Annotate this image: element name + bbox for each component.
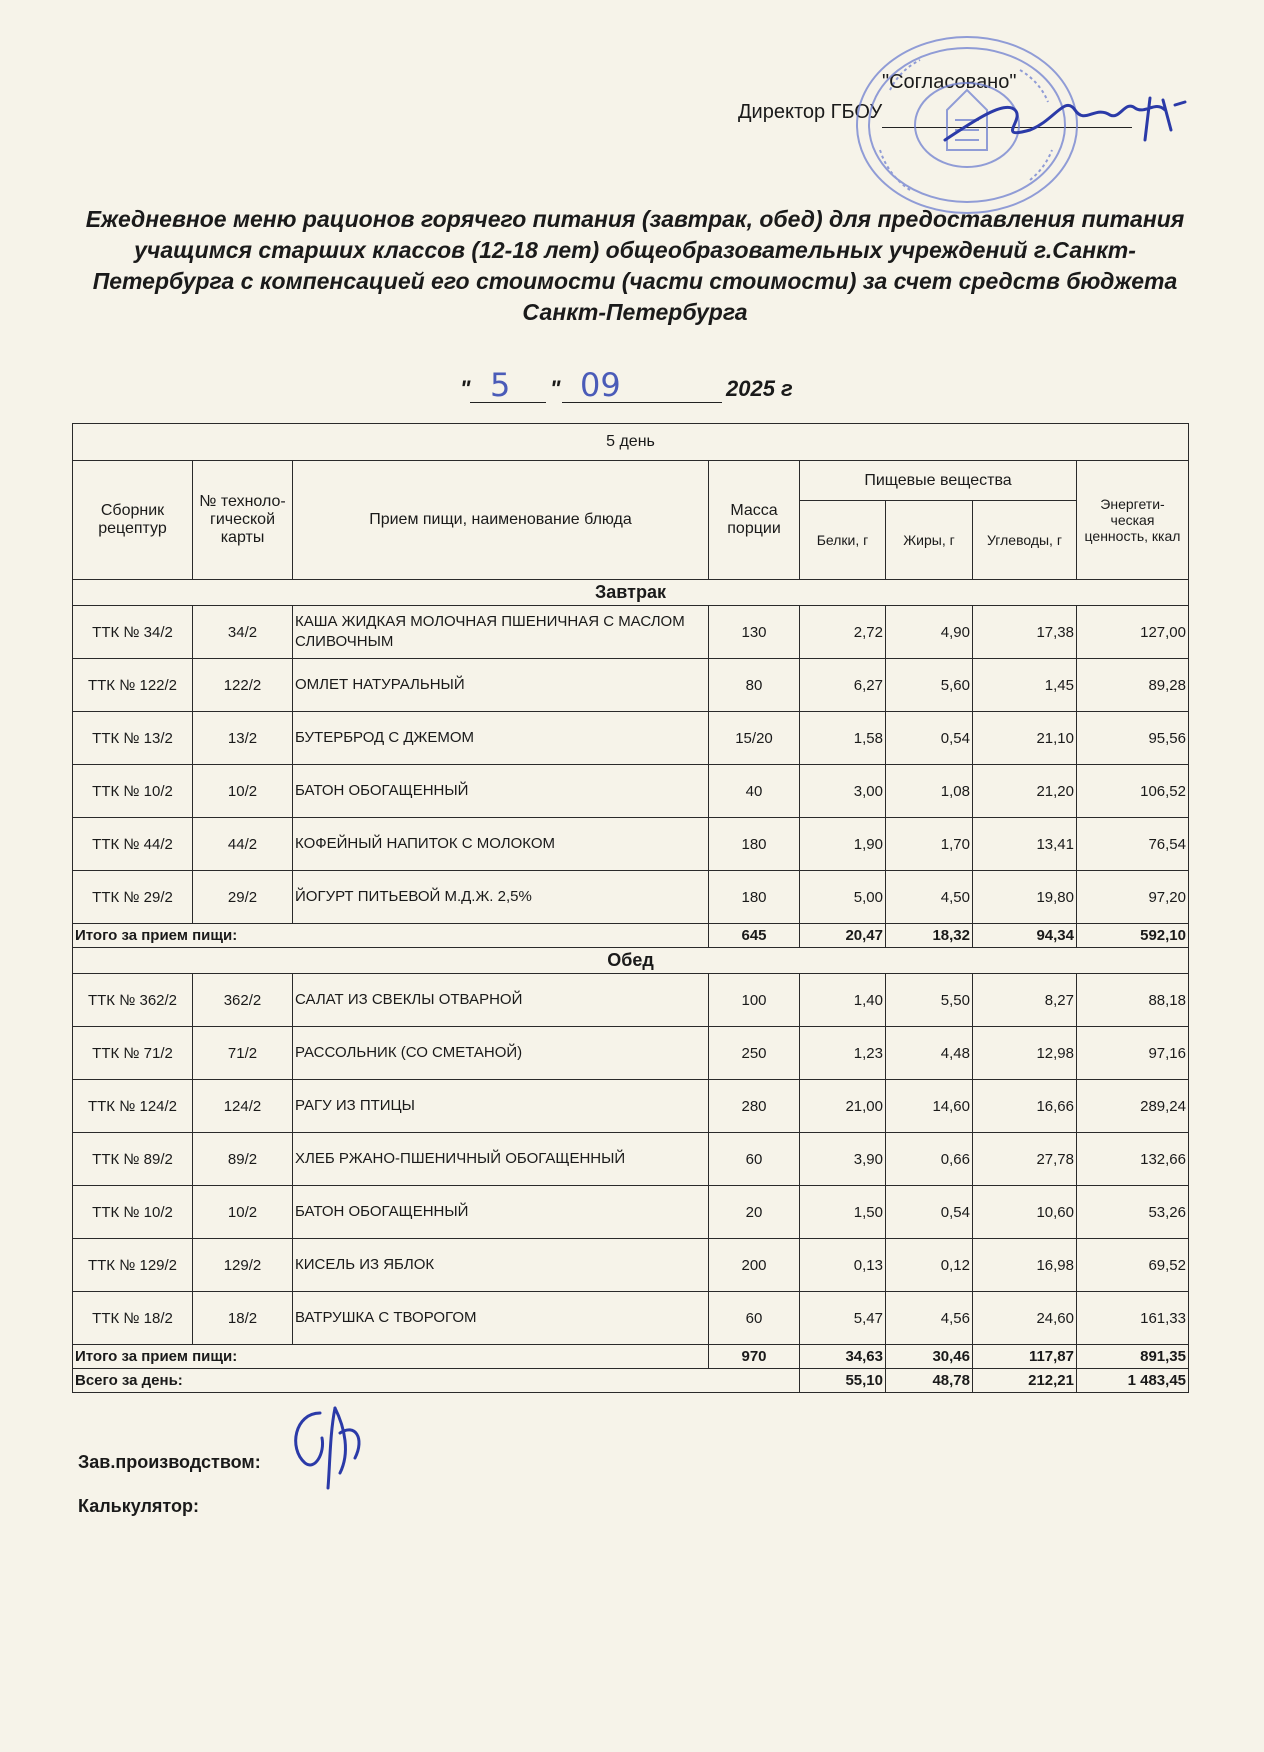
cell-mass: 180 <box>709 818 800 871</box>
cell-kcal: 106,52 <box>1077 765 1189 818</box>
cell-kcal: 97,16 <box>1077 1027 1189 1080</box>
lunch-total-row <box>73 1345 1189 1369</box>
cell-carbs: 16,66 <box>973 1080 1077 1133</box>
cell-card: 44/2 <box>193 818 293 871</box>
cell-card: 71/2 <box>193 1027 293 1080</box>
cell-collection: ТТК № 13/2 <box>73 712 193 765</box>
date-quote-close: " <box>550 376 561 401</box>
cell-dish: БАТОН ОБОГАЩЕННЫЙ <box>293 1186 709 1239</box>
date-year: 2025 г <box>726 376 793 401</box>
cell-collection: ТТК № 18/2 <box>73 1292 193 1345</box>
cell-mass: 60 <box>709 1292 800 1345</box>
footer-calculator-label: Калькулятор: <box>78 1496 199 1516</box>
breakfast-total-fat: 18,32 <box>886 924 973 948</box>
cell-kcal: 97,20 <box>1077 871 1189 924</box>
section-breakfast-title: Завтрак <box>73 580 1189 606</box>
cell-collection: ТТК № 29/2 <box>73 871 193 924</box>
cell-kcal: 69,52 <box>1077 1239 1189 1292</box>
breakfast-total-label: Итого за прием пищи: <box>73 924 709 948</box>
table-row <box>73 765 1189 818</box>
cell-carbs: 8,27 <box>973 974 1077 1027</box>
cell-protein: 21,00 <box>800 1080 886 1133</box>
cell-mass: 40 <box>709 765 800 818</box>
cell-kcal: 76,54 <box>1077 818 1189 871</box>
cell-dish: КАША ЖИДКАЯ МОЛОЧНАЯ ПШЕНИЧНАЯ С МАСЛОМ СЛИВОЧНЫМ <box>293 606 709 659</box>
cell-fat: 0,66 <box>886 1133 973 1186</box>
cell-card: 129/2 <box>193 1239 293 1292</box>
header-protein: Белки, г <box>800 501 886 580</box>
day-total-label: Всего за день: <box>73 1369 800 1393</box>
header-nutrients: Пищевые вещества <box>800 461 1077 501</box>
day-total-carbs: 212,21 <box>973 1369 1077 1393</box>
approval-director-label: Директор ГБОУ <box>738 101 883 123</box>
cell-carbs: 24,60 <box>973 1292 1077 1345</box>
cell-protein: 1,40 <box>800 974 886 1027</box>
cell-protein: 2,72 <box>800 606 886 659</box>
cell-kcal: 89,28 <box>1077 659 1189 712</box>
lunch-total-label: Итого за прием пищи: <box>73 1345 709 1369</box>
cell-card: 10/2 <box>193 1186 293 1239</box>
cell-dish: РАГУ ИЗ ПТИЦЫ <box>293 1080 709 1133</box>
cell-fat: 4,56 <box>886 1292 973 1345</box>
table-row <box>73 1027 1189 1080</box>
cell-mass: 80 <box>709 659 800 712</box>
cell-fat: 5,50 <box>886 974 973 1027</box>
cell-carbs: 21,20 <box>973 765 1077 818</box>
table-row <box>73 659 1189 712</box>
breakfast-total-mass: 645 <box>709 924 800 948</box>
cell-protein: 1,90 <box>800 818 886 871</box>
date-day-handwritten: 5 <box>490 366 511 404</box>
cell-carbs: 19,80 <box>973 871 1077 924</box>
cell-kcal: 161,33 <box>1077 1292 1189 1345</box>
production-signature-icon <box>280 1393 390 1493</box>
cell-dish: БАТОН ОБОГАЩЕННЫЙ <box>293 765 709 818</box>
table-body <box>73 580 1189 1393</box>
cell-kcal: 88,18 <box>1077 974 1189 1027</box>
cell-kcal: 53,26 <box>1077 1186 1189 1239</box>
breakfast-total-carbs: 94,34 <box>973 924 1077 948</box>
cell-card: 89/2 <box>193 1133 293 1186</box>
breakfast-total-protein: 20,47 <box>800 924 886 948</box>
day-total-protein: 55,10 <box>800 1369 886 1393</box>
day-total-fat: 48,78 <box>886 1369 973 1393</box>
cell-carbs: 13,41 <box>973 818 1077 871</box>
date-month-handwritten: 09 <box>580 366 621 404</box>
cell-collection: ТТК № 44/2 <box>73 818 193 871</box>
cell-card: 362/2 <box>193 974 293 1027</box>
cell-mass: 100 <box>709 974 800 1027</box>
day-total-row <box>73 1369 1189 1393</box>
cell-kcal: 95,56 <box>1077 712 1189 765</box>
lunch-total-mass: 970 <box>709 1345 800 1369</box>
cell-carbs: 10,60 <box>973 1186 1077 1239</box>
cell-card: 18/2 <box>193 1292 293 1345</box>
header-card: № техноло-гической карты <box>193 461 293 580</box>
lunch-total-kcal: 891,35 <box>1077 1345 1189 1369</box>
cell-protein: 3,00 <box>800 765 886 818</box>
cell-collection: ТТК № 10/2 <box>73 765 193 818</box>
cell-collection: ТТК № 34/2 <box>73 606 193 659</box>
cell-card: 13/2 <box>193 712 293 765</box>
footer-signatures <box>78 1440 261 1528</box>
table-header-row <box>73 461 1189 501</box>
cell-card: 34/2 <box>193 606 293 659</box>
cell-fat: 0,54 <box>886 1186 973 1239</box>
section-lunch-title: Обед <box>73 948 1189 974</box>
cell-dish: ВАТРУШКА С ТВОРОГОМ <box>293 1292 709 1345</box>
cell-dish: САЛАТ ИЗ СВЕКЛЫ ОТВАРНОЙ <box>293 974 709 1027</box>
cell-protein: 0,13 <box>800 1239 886 1292</box>
table-row <box>73 818 1189 871</box>
cell-protein: 3,90 <box>800 1133 886 1186</box>
lunch-total-carbs: 117,87 <box>973 1345 1077 1369</box>
cell-protein: 5,47 <box>800 1292 886 1345</box>
table-row <box>73 1186 1189 1239</box>
cell-collection: ТТК № 89/2 <box>73 1133 193 1186</box>
cell-carbs: 17,38 <box>973 606 1077 659</box>
cell-mass: 250 <box>709 1027 800 1080</box>
table-row <box>73 1080 1189 1133</box>
cell-fat: 5,60 <box>886 659 973 712</box>
section-lunch-row <box>73 948 1189 974</box>
cell-mass: 280 <box>709 1080 800 1133</box>
footer-production-label: Зав.производством: <box>78 1452 261 1472</box>
cell-dish: ОМЛЕТ НАТУРАЛЬНЫЙ <box>293 659 709 712</box>
approval-agreed-label: "Согласовано" <box>882 71 1017 93</box>
cell-protein: 1,58 <box>800 712 886 765</box>
header-mass: Масса порции <box>709 461 800 580</box>
cell-kcal: 289,24 <box>1077 1080 1189 1133</box>
table-row <box>73 1292 1189 1345</box>
cell-card: 10/2 <box>193 765 293 818</box>
lunch-total-protein: 34,63 <box>800 1345 886 1369</box>
cell-fat: 14,60 <box>886 1080 973 1133</box>
breakfast-total-kcal: 592,10 <box>1077 924 1189 948</box>
cell-mass: 200 <box>709 1239 800 1292</box>
cell-mass: 60 <box>709 1133 800 1186</box>
cell-fat: 1,70 <box>886 818 973 871</box>
cell-collection: ТТК № 10/2 <box>73 1186 193 1239</box>
cell-protein: 1,50 <box>800 1186 886 1239</box>
director-signature-icon <box>935 80 1195 155</box>
cell-mass: 180 <box>709 871 800 924</box>
header-energy: Энергети-ческая ценность, ккал <box>1077 461 1189 580</box>
cell-card: 122/2 <box>193 659 293 712</box>
cell-protein: 6,27 <box>800 659 886 712</box>
cell-fat: 1,08 <box>886 765 973 818</box>
table-row <box>73 1133 1189 1186</box>
cell-dish: РАССОЛЬНИК (СО СМЕТАНОЙ) <box>293 1027 709 1080</box>
breakfast-total-row <box>73 924 1189 948</box>
cell-mass: 130 <box>709 606 800 659</box>
cell-kcal: 127,00 <box>1077 606 1189 659</box>
menu-date <box>430 366 830 408</box>
cell-carbs: 21,10 <box>973 712 1077 765</box>
menu-table <box>72 423 1189 1393</box>
cell-carbs: 16,98 <box>973 1239 1077 1292</box>
header-collection: Сборник рецептур <box>73 461 193 580</box>
lunch-total-fat: 30,46 <box>886 1345 973 1369</box>
cell-collection: ТТК № 362/2 <box>73 974 193 1027</box>
cell-card: 124/2 <box>193 1080 293 1133</box>
table-row <box>73 974 1189 1027</box>
cell-dish: ХЛЕБ РЖАНО-ПШЕНИЧНЫЙ ОБОГАЩЕННЫЙ <box>293 1133 709 1186</box>
table-day-title: 5 день <box>73 424 1189 461</box>
cell-carbs: 27,78 <box>973 1133 1077 1186</box>
cell-mass: 15/20 <box>709 712 800 765</box>
cell-collection: ТТК № 71/2 <box>73 1027 193 1080</box>
header-carbs: Углеводы, г <box>973 501 1077 580</box>
cell-carbs: 1,45 <box>973 659 1077 712</box>
cell-fat: 4,50 <box>886 871 973 924</box>
cell-dish: КИСЕЛЬ ИЗ ЯБЛОК <box>293 1239 709 1292</box>
cell-fat: 4,48 <box>886 1027 973 1080</box>
cell-protein: 1,23 <box>800 1027 886 1080</box>
cell-fat: 0,54 <box>886 712 973 765</box>
cell-fat: 0,12 <box>886 1239 973 1292</box>
day-total-kcal: 1 483,45 <box>1077 1369 1189 1393</box>
table-row <box>73 712 1189 765</box>
cell-collection: ТТК № 122/2 <box>73 659 193 712</box>
cell-fat: 4,90 <box>886 606 973 659</box>
menu-title: Ежедневное меню рационов горячего питания (завтрак, обед) для предоставления питания учащимся старших классов (12-18 лет) общеобразовательных учреждений г.Санкт-Петербурга с компенсацией его стоимости (части стоимости) за счет средств бюджета Санкт-Петербурга <box>85 206 1185 325</box>
table-row <box>73 1239 1189 1292</box>
section-breakfast-row <box>73 580 1189 606</box>
table-day-title-row <box>73 424 1189 461</box>
table-row <box>73 871 1189 924</box>
cell-card: 29/2 <box>193 871 293 924</box>
cell-collection: ТТК № 129/2 <box>73 1239 193 1292</box>
cell-dish: БУТЕРБРОД С ДЖЕМОМ <box>293 712 709 765</box>
date-quote-open: " <box>460 376 471 401</box>
cell-kcal: 132,66 <box>1077 1133 1189 1186</box>
cell-protein: 5,00 <box>800 871 886 924</box>
cell-dish: ЙОГУРТ ПИТЬЕВОЙ М.Д.Ж. 2,5% <box>293 871 709 924</box>
cell-carbs: 12,98 <box>973 1027 1077 1080</box>
cell-mass: 20 <box>709 1186 800 1239</box>
cell-collection: ТТК № 124/2 <box>73 1080 193 1133</box>
cell-dish: КОФЕЙНЫЙ НАПИТОК С МОЛОКОМ <box>293 818 709 871</box>
header-fat: Жиры, г <box>886 501 973 580</box>
header-dish: Прием пищи, наименование блюда <box>293 461 709 580</box>
table-row <box>73 606 1189 659</box>
